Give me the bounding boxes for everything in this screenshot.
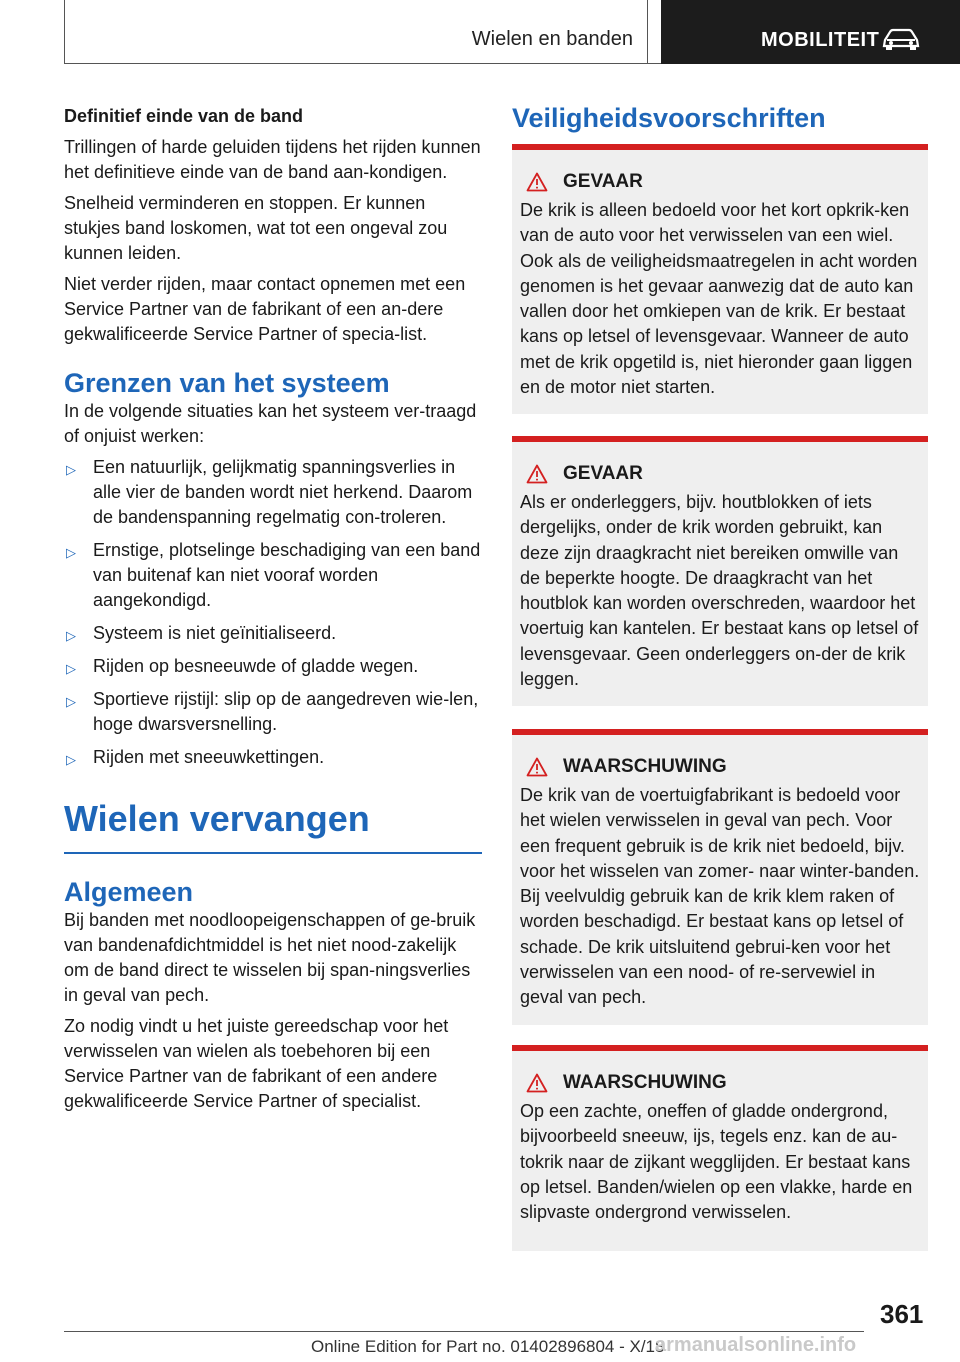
left-column bbox=[64, 104, 482, 1114]
list-item: ▷ Rijden op besneeuwde of gladde wegen. bbox=[64, 654, 482, 679]
triangle-bullet-icon: ▷ bbox=[66, 661, 76, 676]
list-item: ▷ Rijden met sneeuwkettingen. bbox=[64, 745, 482, 770]
chapter-tab-label: MOBILITEIT bbox=[761, 29, 880, 51]
warning-title: GEVAAR bbox=[563, 171, 643, 192]
warning-box bbox=[512, 729, 928, 1025]
warning-triangle-icon bbox=[526, 464, 548, 484]
triangle-bullet-icon: ▷ bbox=[66, 752, 76, 767]
warning-text: De krik is alleen bedoeld voor het kort opkrik-ken van de auto voor het verwisselen van een wiel. Ook als de veiligheidsmaatregelen in acht worden genomen is het gevaar aanwezig dat de auto kan vallen door het omkiepen van de krik. Er bestaat kans op letsel of levensgevaar. Wanneer de auto met de krik opgetild is, niet hieronder gaan liggen en de motor niet starten. bbox=[520, 200, 918, 398]
warning-triangle-icon bbox=[526, 172, 548, 192]
warning-box bbox=[512, 436, 928, 706]
warning-title: GEVAAR bbox=[563, 463, 643, 484]
edition-note: Online Edition for Part no. 01402896804 - X/18 bbox=[311, 1337, 665, 1356]
heading-underline bbox=[64, 852, 482, 854]
triangle-bullet-icon: ▷ bbox=[66, 462, 76, 477]
right-column bbox=[512, 102, 928, 134]
chapter-tab[interactable] bbox=[661, 0, 960, 64]
safety-heading: Veiligheidsvoorschriften bbox=[512, 103, 826, 133]
warning-title: WAARSCHUWING bbox=[563, 1072, 727, 1093]
warning-text: De krik van de voertuigfabrikant is bedoeld voor het wielen verwisselen in geval van pech. Voor een frequent gebruik is de krik niet bedoeld, bijv. voor het wisselen van zomer- naar winter-banden. Bij veelvuldig gebruik kan de krik klem raken of worden beschadigd. Er bestaat kans op letsel of schade. De krik uitsluitend gebrui-ken voor het verwisselen van een nood- of re-servewiel in geval van pech. bbox=[520, 785, 920, 1008]
triangle-bullet-icon: ▷ bbox=[66, 628, 76, 643]
header-section-box bbox=[64, 0, 648, 64]
warning-box bbox=[512, 144, 928, 414]
list-item: ▷ Ernstige, plotselinge beschadiging van een band van buitenaf kan niet vooraf worden aangekondigd. bbox=[66, 540, 481, 610]
replace-wheels-heading: Wielen vervangen bbox=[64, 798, 370, 839]
car-icon bbox=[881, 28, 921, 50]
warning-triangle-icon bbox=[526, 1073, 548, 1093]
warning-title: WAARSCHUWING bbox=[563, 756, 727, 777]
system-limits-list bbox=[64, 455, 482, 770]
triangle-bullet-icon: ▷ bbox=[66, 545, 76, 560]
page-number: 361 bbox=[880, 1299, 924, 1329]
warning-text: Als er onderleggers, bijv. houtblokken of iets dergelijks, onder de krik worden gebruikt, kan deze zijn draagkracht niet bereiken omwille van de beperkte hoogte. De draagkracht van het houtblok kan worden overschreden, waardoor het voertuig kan kantelen. Er bestaat kans op letsel of levensgevaar. Geen onderleggers on-der de krik leggen. bbox=[520, 492, 919, 690]
list-item: ▷ Systeem is niet geïnitialiseerd. bbox=[64, 621, 482, 646]
end-of-tyre-paragraph-3: Niet verder rijden, maar contact opnemen met een Service Partner van de fabrikant of een an-dere gekwalificeerde Service Partner of specia-list. bbox=[64, 274, 466, 344]
end-of-tyre-paragraph-1: Trillingen of harde geluiden tijdens het rijden kunnen het definitieve einde van de band aan-kondigen. bbox=[64, 137, 481, 182]
warning-triangle-icon bbox=[526, 757, 548, 777]
end-of-tyre-paragraph-2: Snelheid verminderen en stoppen. Er kunnen stukjes band loskomen, wat tot een ongeval zou kunnen leiden. bbox=[64, 193, 448, 263]
warning-text: Op een zachte, oneffen of gladde ondergrond, bijvoorbeeld sneeuw, ijs, tegels enz. kan de au-tokrik naar de zijkant wegglijden. Er bestaat kans op letsel. Banden/wielen op een vlakke, harde en slipvaste ondergrond verwisselen. bbox=[520, 1101, 913, 1223]
general-paragraph-1: Bij banden met noodloopeigenschappen of ge-bruik van bandenafdichtmiddel is het niet nood-zakelijk om de band direct te wisselen bij span-ningsverlies in geval van pech. bbox=[64, 910, 476, 1005]
general-heading: Algemeen bbox=[64, 877, 194, 907]
list-item: ▷ Een natuurlijk, gelijkmatig spanningsverlies in alle vier de banden wordt niet herkend. Daarom de bandenspanning regelmatig con-troleren. bbox=[66, 457, 473, 527]
system-limits-intro: In de volgende situaties kan het systeem ver-traagd of onjuist werken: bbox=[64, 401, 477, 446]
section-title: Wielen en banden bbox=[471, 28, 633, 50]
end-of-tyre-heading: Definitief einde van de band bbox=[64, 106, 304, 126]
triangle-bullet-icon: ▷ bbox=[66, 694, 76, 709]
warning-box bbox=[512, 1045, 928, 1251]
footer-rule bbox=[64, 1331, 864, 1332]
list-item: ▷ Sportieve rijstijl: slip op de aangedreven wie-len, hoge dwarsversnelling. bbox=[66, 689, 479, 734]
system-limits-heading: Grenzen van het systeem bbox=[64, 368, 390, 398]
general-paragraph-2: Zo nodig vindt u het juiste gereedschap voor het verwisselen van wielen als toebehoren bij een Service Partner van de fabrikant of een andere gekwalificeerde Service Partner of specialist. bbox=[64, 1016, 449, 1111]
watermark-site: armanualsonline.info bbox=[655, 1334, 857, 1356]
